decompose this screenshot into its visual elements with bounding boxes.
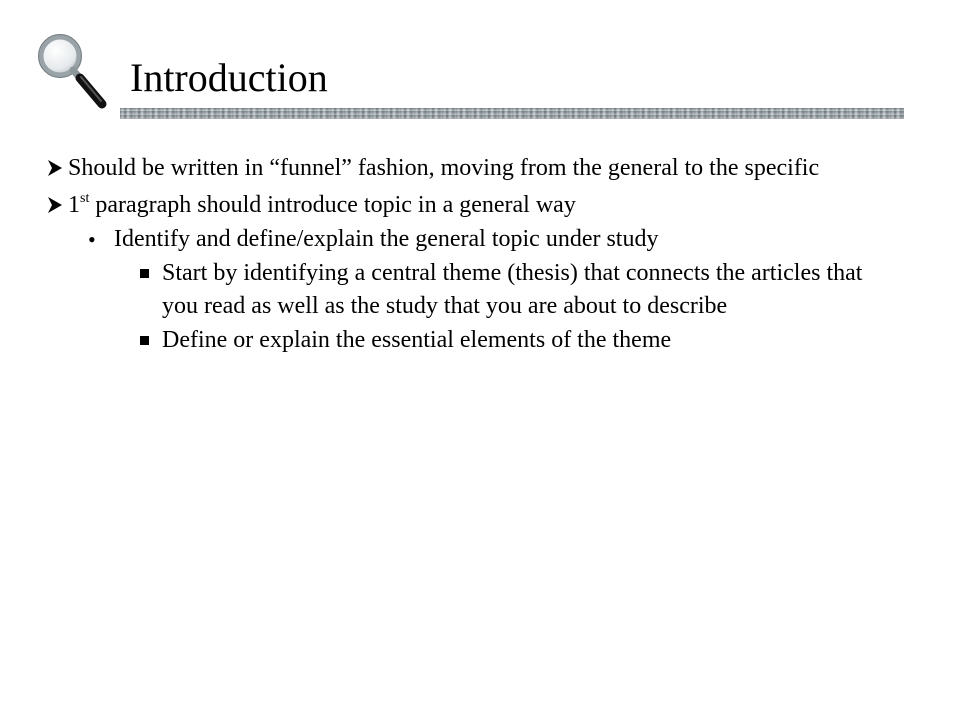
sub-sub-bullet-text: Define or explain the essential elements of the theme (162, 327, 672, 353)
sub-sub-bullet-text: Start by identifying a central theme (thesis) that connects the articles that you read as well as the study that you are about to describe (162, 260, 863, 319)
sub-bullet-item (88, 223, 926, 256)
bullet-item (46, 152, 926, 185)
arrowhead-bullet-icon (46, 196, 64, 214)
sub-sub-bullet-item (162, 257, 892, 323)
bullet-list (46, 152, 926, 357)
title-divider (120, 108, 904, 119)
bullet-text-prefix: 1 (68, 192, 80, 218)
ordinal-superscript: st (80, 191, 90, 206)
dot-bullet-icon: • (88, 227, 96, 252)
bullet-item (46, 189, 926, 222)
bullet-text: Should be written in “funnel” fashion, moving from the general to the specific (68, 155, 820, 181)
sub-bullet-text: Identify and define/explain the general topic under study (114, 226, 659, 252)
square-bullet-icon (140, 269, 149, 278)
square-bullet-icon (140, 336, 149, 345)
sub-sub-bullet-item (162, 324, 892, 357)
arrowhead-bullet-icon (46, 159, 64, 177)
slide-title: Introduction (130, 55, 328, 100)
magnifying-glass-icon (36, 32, 110, 112)
bullet-text: paragraph should introduce topic in a general way (89, 192, 576, 218)
